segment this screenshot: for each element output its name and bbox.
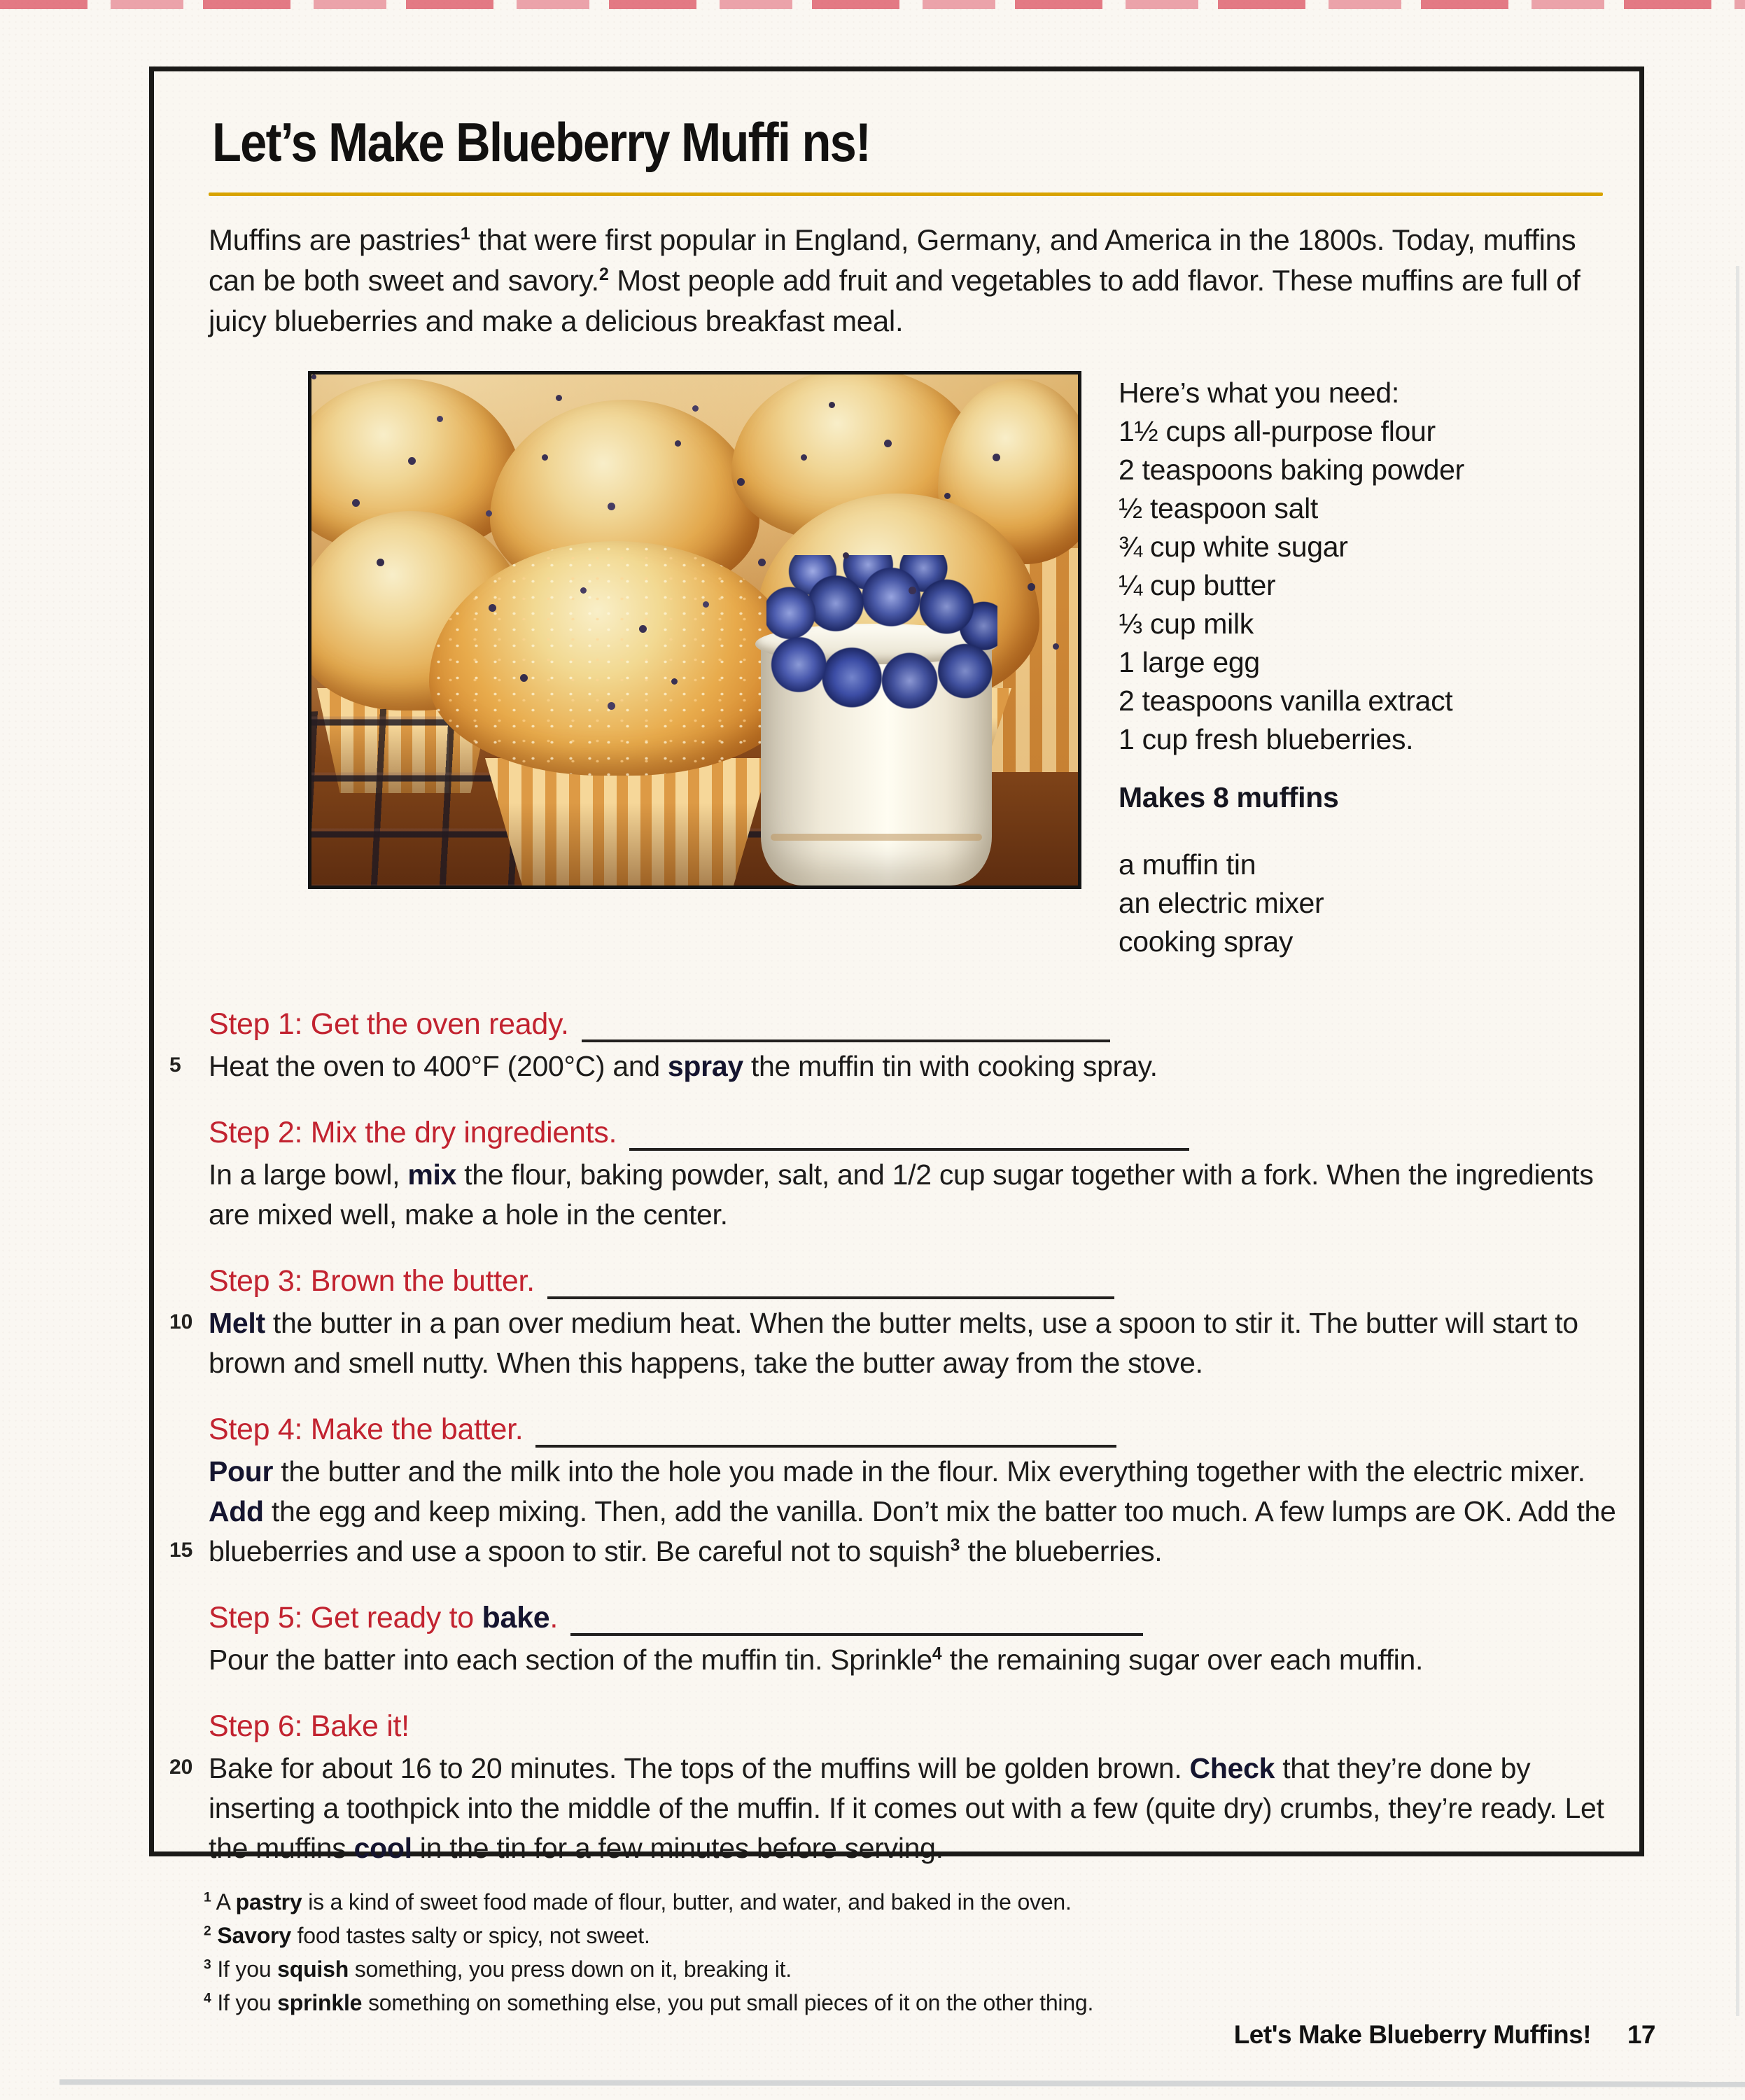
intro-paragraph: Muffins are pastries$^1$ that were first popular in England, Germany, and America in the 1800s. Today, muffins can be both sweet and savory.$^2$ Most people add fruit and vegetables to add flavor. These muffins are full of juicy blueberries and make a delicious breakfast meal. — [209, 223, 1581, 337]
ingredient-item: 1 large egg — [1119, 646, 1260, 678]
line-number-5: 5 — [169, 1054, 181, 1077]
footnote-3: $^3$ If you squish something, you press down on it, breaking it. — [204, 1956, 792, 1982]
ingredients-list — [1119, 412, 1464, 759]
tools-list — [1119, 846, 1464, 961]
page-edge-shadow — [1736, 266, 1739, 2016]
footnote-1: $^1$ A pastry is a kind of sweet food made of flour, butter, and water, and baked in the oven. — [204, 1889, 1072, 1914]
recipe-steps — [169, 1006, 1618, 1868]
ingredient-item: ¼ cup butter — [1119, 569, 1276, 601]
yield-label: Makes 8 muffins — [1119, 781, 1339, 813]
step-4-answer-line — [535, 1420, 1116, 1448]
footnotes-section — [204, 1886, 1639, 2020]
line-number-10: 10 — [169, 1310, 193, 1334]
ingredient-item: 2 teaspoons baking powder — [1119, 454, 1464, 486]
ingredients-heading: Here’s what you need: — [1119, 377, 1399, 409]
line-number-15: 15 — [169, 1539, 193, 1562]
line-number-20: 20 — [169, 1756, 193, 1779]
worksheet-border-box — [149, 66, 1644, 1864]
footnote-2: $^2$ Savory food tastes salty or spicy, not sweet. — [204, 1923, 650, 1948]
page-footer — [1234, 2020, 1655, 2050]
step-2-heading: Step 2: Mix the dry ingredients. — [209, 1116, 617, 1149]
muffin-liner — [485, 758, 771, 886]
step-1-body: Heat the oven to 400°F (200°C) and spray the muffin tin with cooking spray. — [209, 1050, 1158, 1082]
step-3 — [169, 1263, 1618, 1383]
step-1-answer-line — [582, 1014, 1110, 1042]
ingredient-item: ⅓ cup milk — [1119, 608, 1254, 640]
ingredient-item: 1 cup fresh blueberries. — [1119, 723, 1414, 755]
step-5-answer-line — [570, 1608, 1143, 1636]
ingredients-panel — [1119, 371, 1464, 961]
step-2 — [209, 1114, 1618, 1235]
step-2-answer-line — [629, 1123, 1189, 1151]
ingredient-item: ½ teaspoon salt — [1119, 492, 1318, 524]
scanner-edge-marks — [0, 0, 1745, 9]
step-5 — [209, 1600, 1618, 1680]
step-1-heading: Step 1: Get the oven ready. — [209, 1007, 569, 1041]
page-edge-scan-line — [59, 2079, 1745, 2087]
tool-item: cooking spray — [1119, 925, 1294, 958]
ingredient-item: ¾ cup white sugar — [1119, 531, 1348, 563]
title-underline — [209, 192, 1603, 196]
step-1 — [169, 1006, 1618, 1086]
tool-item: a muffin tin — [1119, 848, 1256, 881]
page-number: 17 — [1627, 2020, 1655, 2049]
step-6 — [169, 1708, 1618, 1868]
blueberry-specks — [311, 374, 316, 379]
muffins-photo — [308, 371, 1081, 889]
photo-and-ingredients-row — [308, 371, 1618, 961]
step-4-body: Pour the butter and the milk into the hole you made in the flour. Mix everything together with the electric mixer. Add the egg and keep mixing. Then, add the vanilla. Don’t mix the batter too much. A few lumps are OK. Add the blueberries and use a spoon to stir. Be careful not to squish$^3$ the blueberries. — [209, 1455, 1616, 1567]
step-2-body: In a large bowl, mix the flour, baking powder, salt, and 1/2 cup sugar together with a fork. When the ingredients are mixed well, make a hole in the center. — [209, 1158, 1594, 1231]
step-6-body: Bake for about 16 to 20 minutes. The tops of the muffins will be golden brown. Check that they’re done by inserting a toothpick into the middle of the muffin. If it comes out with a few (quite dry) crumbs, they’re ready. Let the muffins cool in the tin for a few minutes before serving. — [209, 1752, 1604, 1864]
blueberries-pile — [766, 555, 997, 716]
footnote-4: $^4$ If you sprinkle something on something else, you put small pieces of it on the other thing. — [204, 1990, 1094, 2015]
step-3-heading: Step 3: Brown the butter. — [209, 1264, 535, 1298]
step-3-body: Melt the butter in a pan over medium heat. When the butter melts, use a spoon to stir it. The butter will start to brown and smell nutty. When this happens, take the butter away from the stove. — [209, 1307, 1578, 1379]
tool-item: an electric mixer — [1119, 887, 1324, 919]
step-4 — [169, 1411, 1618, 1572]
footer-title: Let's Make Blueberry Muffins! — [1233, 2020, 1592, 2049]
page-title: Let’s Make Blueberry Muffi ns! — [212, 111, 871, 173]
step-5-heading: Step 5: Get ready to bake. — [209, 1601, 558, 1634]
step-6-heading: Step 6: Bake it! — [209, 1709, 409, 1743]
ingredient-item: 2 teaspoons vanilla extract — [1119, 685, 1453, 717]
step-3-answer-line — [547, 1271, 1114, 1299]
step-5-body: Pour the batter into each section of the muffin tin. Sprinkle$^4$ the remaining sugar over each muffin. — [209, 1644, 1424, 1676]
ingredient-item: 1½ cups all-purpose flour — [1119, 415, 1436, 447]
step-4-heading: Step 4: Make the batter. — [209, 1413, 524, 1446]
